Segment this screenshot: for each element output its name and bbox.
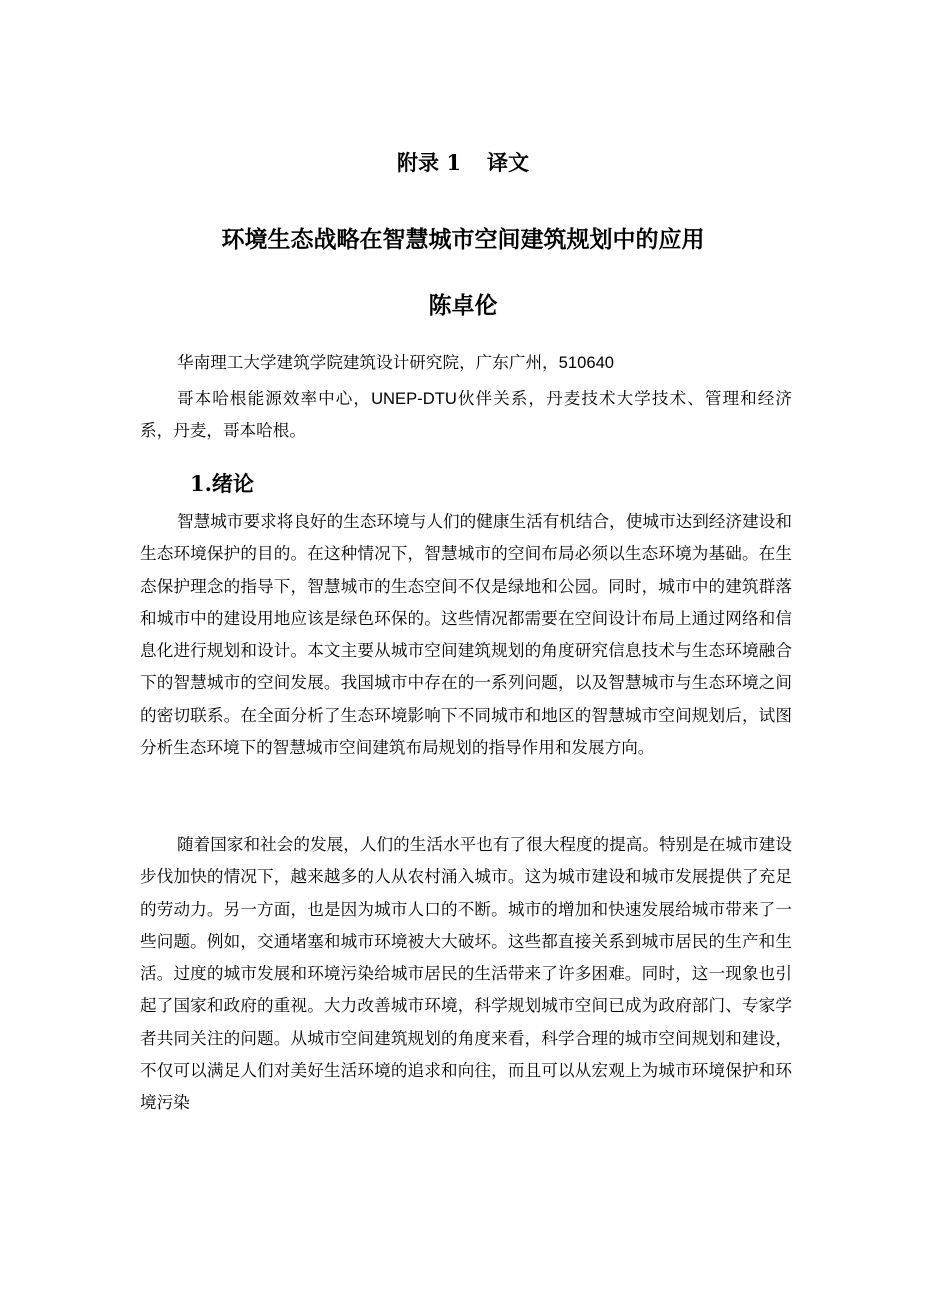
affiliation-2 xyxy=(140,383,792,448)
appendix-label: 附录 1 xyxy=(397,150,461,175)
paragraph-text: 随着国家和社会的发展，人们的生活水平也有了很大程度的提高。特别是在城市建设步伐加快的情况下，越来越多的人从农村涌入城市。这为城市建设和城市发展提供了充足的劳动力。另一方面，也是因为城市人口的不断。城市的增加和快速发展给城市带来了一些问题。例如，交通堵塞和城市环境被大大破坏。这些都直接关系到城市居民的生产和生活。过度的城市发展和环境污染给城市居民的生活带来了许多困难。同时，这一现象也引起了国家和政府的重视。大力改善城市环境，科学规划城市空间已成为政府部门、专家学者共同关注的问题。从城市空间建筑规划的角度来看，科学合理的城市空间规划和建设，不仅可以满足人们对美好生活环境的追求和向往，而且可以从宏观上为城市环境保护和环境污染 xyxy=(140,835,792,1113)
body-paragraph-2 xyxy=(140,829,792,1120)
affiliation-2-prefix: 哥本哈根能源效率中心， xyxy=(177,389,372,408)
paper-title: 环境生态战略在智慧城市空间建筑规划中的应用 xyxy=(221,226,705,253)
paragraph-text: 智慧城市要求将良好的生态环境与人们的健康生活有机结合，使城市达到经济建设和生态环境保护的目的。在这种情况下，智慧城市的空间布局必须以生态环境为基础。在生态保护理念的指导下，智慧城市的生态空间不仅是绿地和公园。同时，城市中的建筑群落和城市中的建设用地应该是绿色环保的。这些情况都需要在空间设计布局上通过网络和信息化进行规划和设计。本文主要从城市空间建筑规划的角度研究信息技术与生态环境融合下的智慧城市的空间发展。我国城市中存在的一系列问题，以及智慧城市与生态环境之间的密切联系。在全面分析了生态环境影响下不同城市和地区的智慧城市空间规划后，试图分析生态环境下的智慧城市空间建筑布局规划的指导作用和发展方向。 xyxy=(140,512,792,758)
affiliation-2-org-code: UNEP-DTU xyxy=(371,389,457,408)
affiliation-2-suffix: 伙伴关系，丹麦技术大学技术、管理和经济系，丹麦，哥本哈根。 xyxy=(140,389,793,441)
author-name: 陈卓伦 xyxy=(428,292,498,319)
affiliation-1 xyxy=(140,347,792,379)
appendix-title: 译文 xyxy=(486,150,529,175)
section-heading: 1.绪论 xyxy=(190,471,254,496)
appendix-heading xyxy=(0,148,926,178)
postal-code: 510640 xyxy=(558,353,615,372)
body-paragraph-1 xyxy=(140,506,792,764)
affiliation-1-text: 华南理工大学建筑学院建筑设计研究院，广东广州， xyxy=(177,353,559,372)
